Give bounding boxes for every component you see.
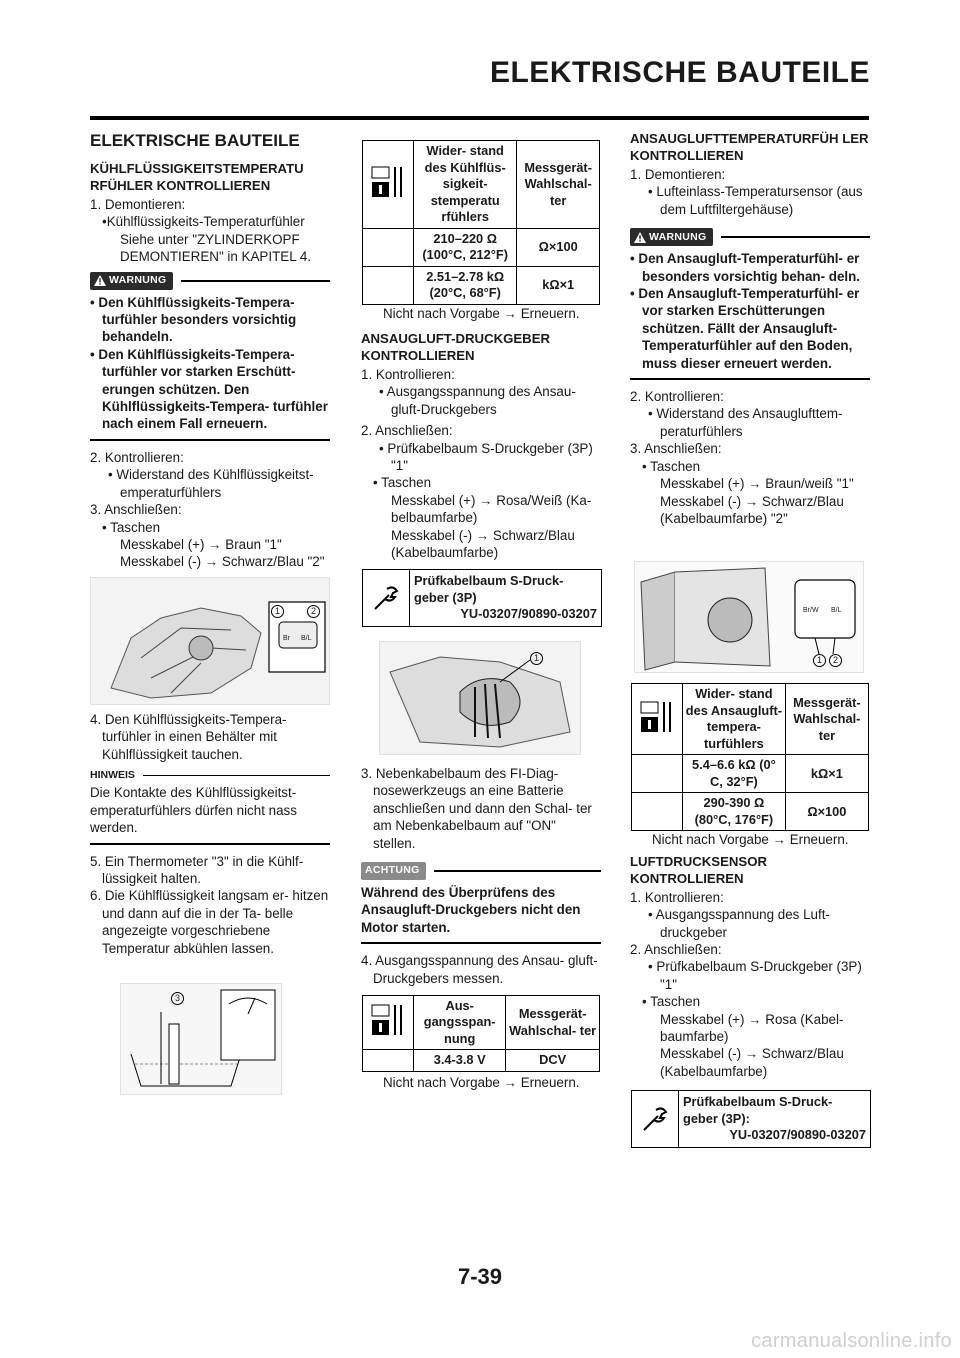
tool-number: YU-03207/90890-03207 [729, 1127, 866, 1143]
step-2: 2. Kontrollieren: [90, 449, 184, 465]
column-1 [90, 130, 330, 1095]
tool-wrench-icon [371, 583, 401, 613]
warning-header [630, 228, 870, 246]
warning-triangle-icon [94, 275, 106, 286]
spec-table-coolant [362, 140, 600, 305]
step-3: 3. Nebenkabelbaum des FI-Diag- nosewerkzeugs an eine Batterie anschließen und dann den Schal- ter am Nebenkabelbaum auf "ON" stellen. [361, 765, 592, 851]
warning-rule [721, 236, 870, 238]
table-cell-range: kΩ×1 [785, 755, 868, 793]
figure-pressure-sensor [379, 641, 581, 755]
step-2-item2: • Taschen [373, 475, 432, 491]
warning-header [90, 272, 330, 290]
caution-rule [434, 870, 601, 872]
caution-label: ACHTUNG [365, 864, 420, 877]
connector-label-br: Br [283, 634, 290, 642]
thermometer-illustration [121, 984, 281, 1094]
watermark: carmanualsonline.info [751, 1329, 952, 1352]
callout-2: 2 [829, 654, 842, 667]
warning-item: • Den Ansaugluft-Temperaturfühl- er besonders vorsichtig behan- deln. [630, 251, 861, 284]
column-2 [361, 140, 601, 1091]
table-cell-range: Ω×100 [785, 793, 868, 831]
callout-2: 2 [307, 605, 320, 618]
warning-item: • Den Kühlflüssigkeits-Tempera- turfühler vor starken Erschütt- erungen schützen. Den Kühlflüssigkeits-Tempera- turfühler nach einem Fall erneuern. [90, 346, 328, 432]
s2-step-2-plus: Messkabel (+) → Rosa (Kabel- baumfarbe) [660, 1011, 844, 1044]
step-1: 1. Demontieren: [90, 197, 186, 212]
tool-wrench-icon [640, 1104, 670, 1134]
s2-step-1: 1. Kontrollieren: [630, 889, 724, 905]
step-2: 2. Anschließen: [361, 423, 453, 439]
step-3: 3. Anschließen: [90, 502, 182, 518]
s2-step-2-minus: Messkabel (-) → Schwarz/Blau (Kabelbaumfarbe) [660, 1046, 844, 1079]
tool-number: YU-03207/90890-03207 [460, 606, 597, 622]
multimeter-icon [640, 700, 674, 734]
table-head-selector: Messgerät- Wahlschal- ter [517, 141, 600, 229]
not-spec-note: Nicht nach Vorgabe → Erneuern. [652, 832, 849, 848]
warning-body [630, 250, 870, 380]
table-head-selector: Messgerät- Wahlschal- ter [785, 684, 868, 755]
multimeter-icon [371, 165, 405, 199]
step-3-minus: Messkabel (-) → Schwarz/Blau "2" [120, 554, 325, 570]
step-2-item: • Prüfkabelbaum S-Druckgeber (3P) "1" [379, 440, 593, 473]
step-1-item: • Ausgangsspannung des Ansau- gluft-Druckgebers [379, 384, 576, 417]
callout-1: 1 [530, 652, 543, 665]
subsection-title-2: LUFTDRUCKSENSOR KONTROLLIEREN [630, 853, 768, 886]
caution-text: Während des Überprüfens des Ansaugluft-Druckgebers nicht den Motor starten. [361, 884, 601, 944]
not-spec-note: Nicht nach Vorgabe → Erneuern. [383, 305, 580, 321]
table-cell-range: kΩ×1 [517, 266, 600, 304]
step-1: 1. Demontieren: [630, 167, 726, 182]
figure-coolant-sensor [90, 577, 330, 705]
step-1: 1. Kontrollieren: [361, 366, 455, 382]
step-2-item: • Widerstand des Kühlflüssigkeitst- emperaturfühlers [108, 467, 314, 500]
tool-title: Prüfkabelbaum S-Druck- geber (3P): [683, 1094, 833, 1126]
table-cell-value: 290-390 Ω (80°C, 176°F) [683, 793, 786, 831]
column-3 [630, 130, 870, 1148]
step-1-item: • Lufteinlass-Temperatursensor (aus dem Luftfiltergehäuse) [648, 184, 863, 217]
ohmmeter-icon-cell [363, 141, 414, 229]
table-head-output-voltage: Aus- gangsspan- nung [414, 995, 506, 1050]
connector-label-bl: B/L [831, 607, 842, 615]
hinweis-header [90, 767, 330, 784]
step-6: 6. Die Kühlflüssigkeit langsam er- hitzen und dann auf die in der Ta- belle angezeigte vorgeschriebene Temperatur abkühlen lassen. [90, 888, 329, 956]
step-3-plus: Messkabel (+) → Braun/weiß "1" [660, 476, 854, 492]
spec-table-voltage [362, 995, 600, 1072]
connector-label-brw: Br/W [803, 607, 819, 615]
step-3-minus: Messkabel (-) → Schwarz/Blau (Kabelbaumfarbe) "2" [660, 493, 844, 526]
figure-thermometer [120, 983, 282, 1095]
hinweis-label: HINWEIS [90, 768, 135, 781]
page-header-title: ELEKTRISCHE BAUTEILE [489, 56, 870, 89]
sensor-wiring-illustration [380, 642, 580, 754]
table-cell-value: 5.4–6.6 kΩ (0° C, 32°F) [683, 755, 786, 793]
ohmmeter-icon-cell [632, 684, 683, 755]
step-3: 3. Anschließen: [630, 441, 722, 457]
connector-label-bl: B/L [301, 634, 312, 642]
callout-1: 1 [271, 605, 284, 618]
figure-intake-air-sensor [634, 561, 864, 673]
step-1-item: •Kühlflüssigkeits-Temperaturfühler [102, 214, 305, 230]
step-3-item: • Taschen [642, 458, 701, 474]
caution-header [361, 862, 601, 880]
page-number: 7-39 [457, 1264, 503, 1289]
step-2-minus: Messkabel (-) → Schwarz/Blau (Kabelbaumfarbe) [391, 527, 575, 560]
table-cell-value: 3.4-3.8 V [414, 1050, 506, 1072]
tool-box [362, 569, 602, 627]
tool-title: Prüfkabelbaum S-Druck- geber (3P) [414, 573, 564, 605]
step-2-item: • Widerstand des Ansauglufttem- peraturfühlers [648, 406, 843, 439]
step-2-plus: Messkabel (+) → Rosa/Weiß (Ka- belbaumfarbe) [391, 492, 592, 526]
warning-label: WARNUNG [649, 230, 707, 243]
table-cell-range: Ω×100 [517, 228, 600, 266]
step-2: 2. Kontrollieren: [630, 389, 724, 405]
warning-badge [90, 272, 173, 290]
warning-badge [630, 228, 713, 246]
table-cell-value: 2.51–2.78 kΩ (20°C, 68°F) [414, 266, 517, 304]
step-4: 4. Den Kühlflüssigkeits-Tempera- turfühler in einen Behälter mit Kühlflüssigkeit tauchen. [90, 711, 287, 762]
spec-table-intake-air [631, 683, 869, 831]
warning-triangle-icon [634, 232, 646, 243]
s2-step-2-item2: • Taschen [642, 994, 701, 1010]
hinweis-text: Die Kontakte des Kühlflüssigkeitst- emperaturfühlers dürfen nicht nass werden. [90, 784, 330, 844]
callout-1: 1 [813, 654, 826, 667]
subsection-title: KÜHLFLÜSSIGKEITSTEMPERATU RFÜHLER KONTROLLIEREN [90, 161, 304, 193]
step-4: 4. Ausgangsspannung des Ansau- gluft-Druckgebers messen. [361, 953, 598, 986]
warning-label: WARNUNG [109, 273, 167, 286]
warning-body [90, 294, 330, 441]
step-3-item: • Taschen [102, 519, 161, 535]
section-title: ELEKTRISCHE BAUTEILE [90, 131, 300, 150]
s2-step-2: 2. Anschließen: [630, 941, 722, 957]
caution-badge [361, 862, 426, 880]
hinweis-rule [143, 775, 330, 776]
step-5: 5. Ein Thermometer "3" in die Kühlf- lüssigkeit halten. [90, 853, 304, 886]
voltmeter-icon-cell [363, 995, 414, 1050]
table-cell-range: DCV [506, 1050, 600, 1072]
tool-box [631, 1090, 871, 1148]
engine-illustration [91, 578, 329, 704]
table-head-resistance: Wider- stand des Kühlflüs- sigkeit- stemperatu rfühlers [414, 141, 517, 229]
table-head-selector: Messgerät- Wahlschal- ter [506, 995, 600, 1050]
warning-item: • Den Ansaugluft-Temperaturfühl- er vor starken Erschütterungen schützen. Fällt der Ansaugluft- Temperaturfühler auf den Boden, muss dieser erneuert werden. [630, 286, 860, 371]
step-3-plus: Messkabel (+) → Braun "1" [120, 536, 282, 552]
header-rule [90, 116, 869, 120]
warning-rule [181, 280, 330, 282]
callout-3: 3 [171, 992, 184, 1005]
step-1-note: Siehe unter "ZYLINDERKOPF DEMONTIEREN" in KAPITEL 4. [120, 231, 312, 265]
s2-step-1-item: • Ausgangsspannung des Luft- druckgeber [648, 907, 830, 940]
multimeter-icon [371, 1003, 405, 1037]
table-head-resistance: Wider- stand des Ansaugluft- tempera- turfühlers [683, 684, 786, 755]
s2-step-2-item: • Prüfkabelbaum S-Druckgeber (3P) "1" [648, 959, 862, 992]
air-filter-illustration [635, 562, 863, 672]
subsection-title: ANSAUGLUFTTEMPERATURFÜH LER KONTROLLIEREN [630, 131, 869, 163]
not-spec-note: Nicht nach Vorgabe → Erneuern. [383, 1074, 580, 1090]
warning-item: • Den Kühlflüssigkeits-Tempera- turfühler besonders vorsichtig behandeln. [90, 294, 297, 345]
table-cell-value: 210–220 Ω (100°C, 212°F) [414, 228, 517, 266]
subsection-title: ANSAUGLUFT-DRUCKGEBER KONTROLLIEREN [361, 330, 551, 363]
